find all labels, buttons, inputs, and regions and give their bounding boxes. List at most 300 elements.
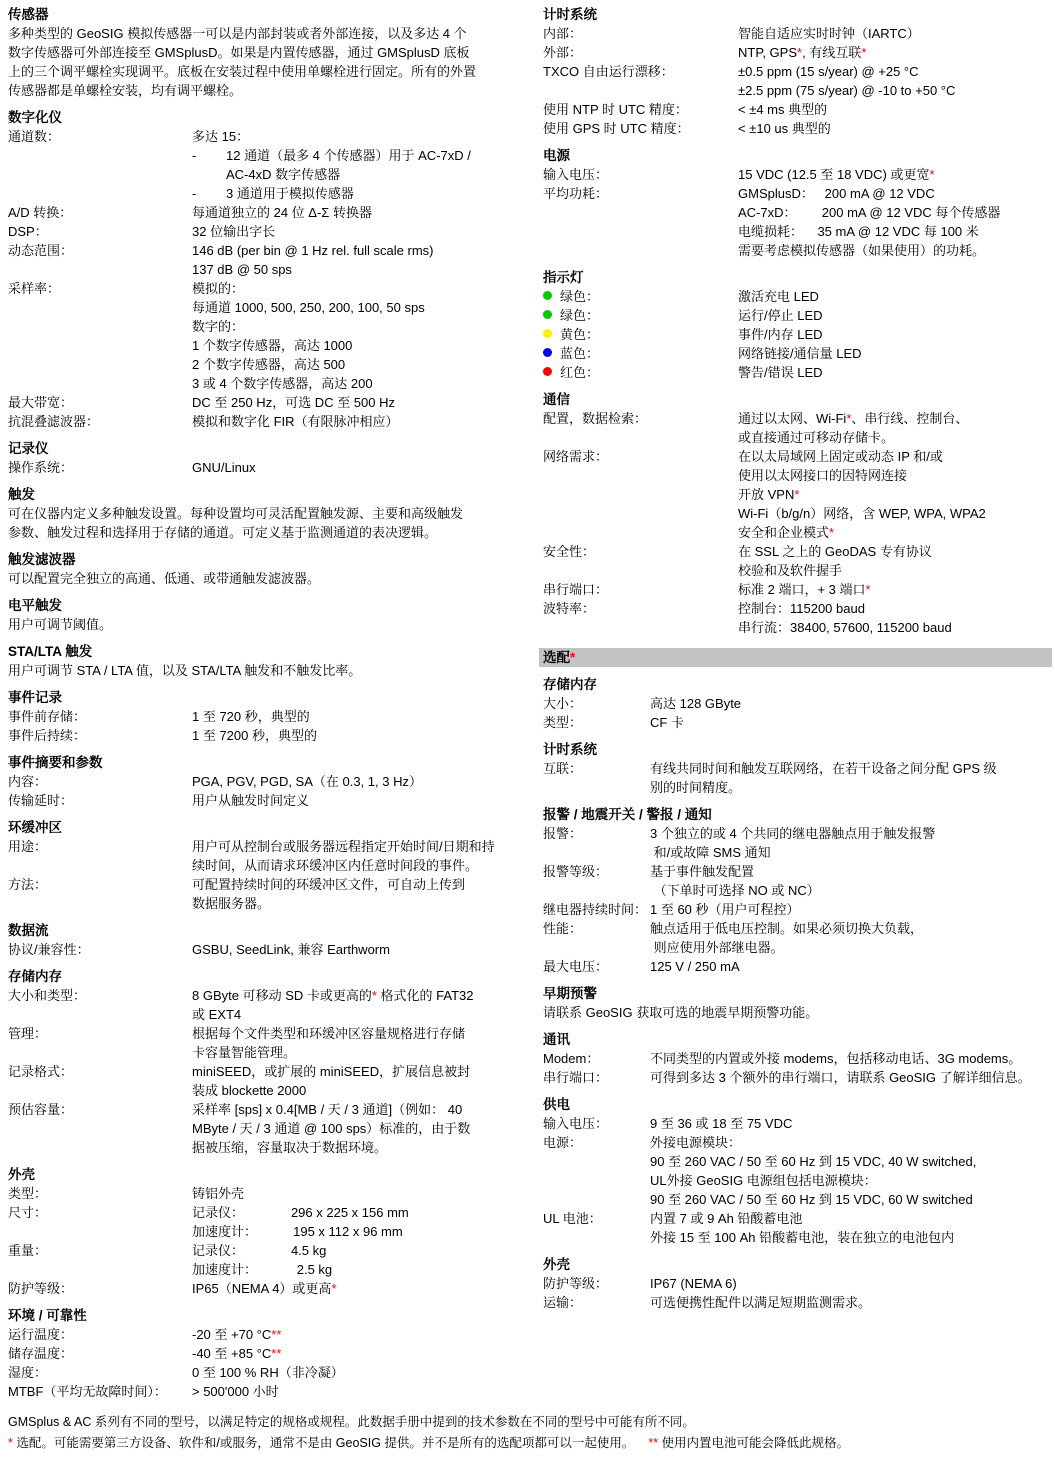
spec-label — [8, 940, 192, 959]
section-heading-timing-opt — [543, 740, 1052, 759]
section-heading-housing-left — [8, 1165, 532, 1184]
text-run: 在以太局域网上固定或动态 IP 和/或 — [738, 449, 943, 464]
spec-row — [543, 1274, 1052, 1293]
text-run: 每通道独立的 24 位 Δ-Σ 转换器 — [192, 205, 372, 220]
spec-value — [650, 1209, 1052, 1247]
spec-label — [8, 393, 192, 412]
text-run: 在 SSL 之上的 GeoDAS 专有协议 — [738, 544, 932, 559]
text-run: 性能： — [543, 921, 583, 936]
text-line — [8, 523, 532, 542]
text-run: 1 至 60 秒（用户可程控） — [650, 902, 800, 917]
text-run: 别的时间精度。 — [650, 780, 742, 795]
spec-label — [543, 759, 650, 778]
spec-row — [8, 940, 532, 959]
spec-value — [192, 1062, 532, 1100]
text-line — [650, 862, 1052, 881]
text-line — [738, 241, 1052, 260]
text-run: 通信 — [543, 392, 570, 407]
spec-value — [738, 62, 1052, 100]
spec-label — [8, 726, 192, 745]
text-run: 加速度计： 195 x 112 x 96 mm — [192, 1224, 403, 1239]
spec-value — [738, 24, 1052, 43]
text-run: 串行端口： — [543, 582, 609, 597]
text-run: 最大带宽： — [8, 395, 74, 410]
text-line — [650, 843, 1052, 862]
text-run: 请联系 GeoSIG 获取可选的地震早期预警功能。 — [543, 1005, 819, 1020]
section-heading-communication — [543, 390, 1052, 409]
spec-value — [192, 707, 532, 726]
text-line — [192, 1279, 532, 1298]
spec-value — [650, 713, 1052, 732]
spec-label — [8, 127, 192, 146]
spec-row — [543, 599, 1052, 637]
text-run: 环境 / 可靠性 — [8, 1308, 87, 1323]
text-run: （下单时可选择 NO 或 NC） — [650, 883, 820, 898]
text-run: TXCO 自由运行漂移： — [543, 64, 674, 79]
text-line — [650, 1152, 1052, 1171]
text-run: 智能自适应实时时钟（IARTC） — [738, 26, 920, 41]
text-run: 输入电压： — [543, 1116, 609, 1131]
text-run: 数字化仪 — [8, 110, 62, 125]
spec-value — [738, 43, 1052, 62]
text-line — [738, 81, 1052, 100]
text-run: 用户可调节阈值。 — [8, 617, 113, 632]
spec-label — [543, 344, 738, 363]
spec-value — [192, 1363, 532, 1382]
footnote-asterisk: * — [861, 45, 867, 60]
text-run: 激活充电 LED — [738, 289, 819, 304]
text-run: 管理： — [8, 1026, 48, 1041]
spec-value — [192, 1184, 532, 1203]
spec-label — [543, 1049, 650, 1068]
text-run: 外部： — [543, 45, 583, 60]
text-line — [192, 707, 532, 726]
spec-row — [543, 100, 1052, 119]
footnote-asterisk: * — [331, 1281, 337, 1296]
spec-row — [543, 1133, 1052, 1209]
spec-row — [543, 119, 1052, 138]
text-run: UL 电池： — [543, 1211, 602, 1226]
text-line — [192, 1344, 532, 1363]
section-heading-trigger — [8, 485, 532, 504]
spec-row — [543, 325, 1052, 344]
spec-row — [543, 1049, 1052, 1068]
text-run: 记录仪： 4.5 kg — [192, 1243, 327, 1258]
text-line — [192, 279, 532, 298]
text-run: 1 至 7200 秒，典型的 — [192, 728, 317, 743]
text-run: 137 dB @ 50 sps — [192, 262, 292, 277]
text-run: 网络链接/通信量 LED — [738, 346, 862, 361]
spec-value — [650, 1049, 1052, 1068]
spec-value — [192, 772, 532, 791]
spec-value — [192, 875, 532, 913]
text-line — [650, 1049, 1052, 1068]
footnote-asterisk: * — [846, 411, 852, 426]
section-heading-digitizer — [8, 108, 532, 127]
text-line — [192, 203, 532, 222]
spec-value — [650, 1133, 1052, 1209]
footnote-asterisk: * — [829, 525, 835, 540]
text-line — [650, 881, 1052, 900]
text-run: 或 EXT4 — [192, 1007, 242, 1022]
text-run: 12 通道（最多 4 个传感器）用于 AC-7xD / — [226, 148, 471, 163]
text-run: 或直接通过可移动存储卡。 — [738, 430, 895, 445]
text-line — [650, 1274, 1052, 1293]
spec-value — [738, 447, 1052, 542]
text-run: 125 V / 250 mA — [650, 959, 740, 974]
spec-label — [543, 957, 650, 976]
section-heading-sensor — [8, 5, 532, 24]
section-heading-trigger-filter — [8, 550, 532, 569]
section-heading-storage-memory-opt — [543, 675, 1052, 694]
text-line — [738, 561, 1052, 580]
text-run: -40 至 +85 °C — [192, 1346, 272, 1361]
text-run: 通过以太网、Wi-Fi — [738, 411, 847, 426]
text-run: 传感器都是单螺栓安装，均有调平螺栓。 — [8, 83, 243, 98]
text-run: 高达 128 GByte — [650, 696, 742, 711]
text-run: 环缓冲区 — [8, 820, 62, 835]
text-run: 根据每个文件类型和环缓冲区容量规格进行存储 — [192, 1026, 466, 1041]
spec-label — [543, 1133, 650, 1152]
led-dot-red-icon — [543, 367, 552, 376]
footnote-asterisk: * — [929, 167, 935, 182]
text-line — [650, 1228, 1052, 1247]
footnote-asterisk: * — [865, 582, 871, 597]
section-heading-sta-lta — [8, 642, 532, 661]
spec-row — [8, 393, 532, 412]
text-line — [738, 580, 1052, 599]
spec-row — [543, 542, 1052, 580]
text-run: 报警等级： — [543, 864, 609, 879]
spec-value — [738, 344, 1052, 363]
text-run: 波特率： — [543, 601, 596, 616]
spec-label — [8, 1024, 192, 1043]
text-run: 传输延时： — [8, 793, 74, 808]
text-line — [738, 599, 1052, 618]
spec-label — [8, 203, 192, 222]
text-run: 网络需求： — [543, 449, 609, 464]
spec-row — [8, 772, 532, 791]
spec-value — [738, 542, 1052, 580]
text-line — [192, 165, 532, 184]
text-run: GNU/Linux — [192, 460, 256, 475]
text-line — [192, 1081, 532, 1100]
text-run: ±0.5 ppm (15 s/year) @ +25 °C — [738, 64, 919, 79]
spec-label — [8, 772, 192, 791]
spec-value — [650, 1293, 1052, 1312]
text-line — [543, 1003, 1052, 1022]
spec-label — [543, 325, 738, 344]
text-line — [738, 409, 1052, 428]
text-run: 蓝色： — [560, 346, 600, 361]
spec-label — [8, 458, 192, 477]
spec-value — [650, 862, 1052, 900]
text-line — [738, 62, 1052, 81]
text-run: , 有线互联 — [802, 45, 862, 60]
text-line — [8, 24, 532, 43]
text-run: 动态范围： — [8, 243, 74, 258]
text-run: Wi-Fi（b/g/n）网络，含 WEP, WPA, WPA2 — [738, 506, 986, 521]
text-run: < ±4 ms 典型的 — [738, 102, 828, 117]
text-line — [8, 615, 532, 634]
text-run: 报警： — [543, 826, 583, 841]
text-run: 32 位输出字长 — [192, 224, 276, 239]
text-run: 每通道 1000, 500, 250, 200, 100, 50 sps — [192, 300, 425, 315]
text-run: 多达 15： — [192, 129, 250, 144]
spec-value — [738, 184, 1052, 260]
spec-label — [8, 875, 192, 894]
spec-value — [192, 791, 532, 810]
text-run: 计时系统 — [543, 742, 597, 757]
spec-value — [192, 1325, 532, 1344]
text-run: 事件摘要和参数 — [8, 755, 103, 770]
text-run: 采样率 [sps] x 0.4[MB / 天 / 3 通道]（例如： 40 — [192, 1102, 463, 1117]
spec-row — [8, 127, 532, 203]
text-run: 上的三个调平螺栓实现调平。底板在安装过程中使用单螺栓进行固定。所有的外置 — [8, 64, 477, 79]
led-dot-green-icon — [543, 291, 552, 300]
section-heading-ring-buffer — [8, 818, 532, 837]
spec-row — [543, 694, 1052, 713]
led-dot-blue-icon — [543, 348, 552, 357]
text-line — [738, 447, 1052, 466]
spec-row — [8, 222, 532, 241]
spec-label — [543, 24, 738, 43]
spec-row — [8, 1279, 532, 1298]
text-line — [738, 618, 1052, 637]
spec-value — [738, 599, 1052, 637]
spec-value — [192, 1344, 532, 1363]
spec-label — [8, 279, 192, 298]
text-run: 存储内存 — [543, 677, 597, 692]
text-line — [650, 1114, 1052, 1133]
text-run: 事件前存储： — [8, 709, 87, 724]
text-line — [192, 837, 532, 856]
list-dash: - — [192, 186, 197, 201]
text-run: 互联： — [543, 761, 583, 776]
spec-label — [8, 707, 192, 726]
spec-row — [8, 1100, 532, 1157]
text-line — [650, 759, 1052, 778]
spec-value — [192, 279, 532, 393]
spec-label — [543, 713, 650, 732]
led-dot-yellow-icon — [543, 329, 552, 338]
spec-row — [8, 1363, 532, 1382]
text-line — [8, 1412, 1052, 1433]
text-line — [738, 466, 1052, 485]
spec-value — [192, 203, 532, 222]
text-run: 运输： — [543, 1295, 583, 1310]
text-line — [650, 919, 1052, 938]
list-dash: - — [192, 148, 197, 163]
spec-label — [543, 62, 738, 81]
text-line — [192, 458, 532, 477]
text-line — [192, 856, 532, 875]
text-line — [192, 298, 532, 317]
led-dot-green-icon — [543, 310, 552, 319]
spec-row — [8, 1241, 532, 1279]
text-run: 可选便携性配件以满足短期监测需求。 — [650, 1295, 872, 1310]
spec-value — [738, 100, 1052, 119]
text-run: 8 GByte 可移动 SD 卡或更高的 — [192, 988, 372, 1003]
spec-label — [543, 542, 738, 561]
spec-value — [192, 940, 532, 959]
text-run: -20 至 +70 °C — [192, 1327, 272, 1342]
text-line — [650, 824, 1052, 843]
text-run: AC-4xD 数字传感器 — [226, 167, 341, 182]
text-run: 用户从触发时间定义 — [192, 793, 310, 808]
text-run: STA/LTA 触发 — [8, 644, 93, 659]
spec-row — [543, 957, 1052, 976]
text-line — [192, 374, 532, 393]
text-run: 计时系统 — [543, 7, 597, 22]
text-line — [192, 1363, 532, 1382]
section-heading-leds — [543, 268, 1052, 287]
spec-value — [650, 957, 1052, 976]
text-run: 绿色： — [560, 308, 600, 323]
text-line — [738, 203, 1052, 222]
section-heading-housing-opt — [543, 1255, 1052, 1274]
text-line — [192, 393, 532, 412]
text-line — [650, 957, 1052, 976]
text-run: 电缆损耗： 35 mA @ 12 VDC 每 100 米 — [738, 224, 979, 239]
text-run: 抗混叠滤波器： — [8, 414, 100, 429]
text-run: 2 个数字传感器，高达 500 — [192, 357, 346, 372]
text-line — [650, 713, 1052, 732]
section-heading-power — [543, 146, 1052, 165]
text-line — [192, 1119, 532, 1138]
text-run: 运行温度： — [8, 1327, 74, 1342]
text-run: 不同类型的内置或外接 modems，包括移动电话、3G modems。 — [650, 1051, 1022, 1066]
section-heading-event-summary — [8, 753, 532, 772]
text-run: 通讯 — [543, 1032, 570, 1047]
text-run: 外接电源模块： — [650, 1135, 742, 1150]
text-line — [738, 222, 1052, 241]
text-run: Modem： — [543, 1051, 600, 1066]
spec-label — [543, 824, 650, 843]
section-heading-early-warning — [543, 984, 1052, 1003]
spec-label — [8, 791, 192, 810]
text-run: IP67 (NEMA 6) — [650, 1276, 737, 1291]
text-run: 类型： — [543, 715, 583, 730]
spec-row — [8, 875, 532, 913]
spec-row — [543, 447, 1052, 542]
spec-value — [738, 287, 1052, 306]
text-run: 3 通道用于模拟传感器 — [226, 186, 354, 201]
text-line — [738, 523, 1052, 542]
text-run: 串行端口： — [543, 1070, 609, 1085]
text-run: 传感器 — [8, 7, 49, 22]
spec-row — [8, 1024, 532, 1062]
text-line — [8, 62, 532, 81]
text-line — [8, 1433, 1052, 1454]
text-run: 电源 — [543, 148, 570, 163]
text-run: 尺寸： — [8, 1205, 48, 1220]
text-run: 继电器持续时间： — [543, 902, 648, 917]
spec-row — [8, 1344, 532, 1363]
text-run: MByte / 天 / 3 通道 @ 100 sps）标准的，由于数 — [192, 1121, 471, 1136]
spec-row — [8, 1184, 532, 1203]
text-line — [192, 317, 532, 336]
spec-value — [192, 222, 532, 241]
text-run: 开放 VPN — [738, 487, 795, 502]
text-run: 指示灯 — [543, 270, 584, 285]
text-run: 使用内置电池可能会降低此规格。 — [661, 1436, 850, 1450]
text-run: GMSplusD： 200 mA @ 12 VDC — [738, 186, 935, 201]
text-run: 据被压缩，容量取决于数据环境。 — [192, 1140, 388, 1155]
text-line — [650, 1190, 1052, 1209]
spec-row — [543, 713, 1052, 732]
text-run: 触点适用于低电压控制。如果必须切换大负载， — [650, 921, 924, 936]
text-run: 记录仪： 296 x 225 x 156 mm — [192, 1205, 409, 1220]
text-run: 3 个独立的或 4 个共同的继电器触点用于触发报警 — [650, 826, 936, 841]
spec-label — [543, 1114, 650, 1133]
spec-row — [543, 919, 1052, 957]
spec-row — [8, 707, 532, 726]
spec-value — [650, 1274, 1052, 1293]
spec-label — [8, 837, 192, 856]
spec-label — [8, 241, 192, 260]
text-run: 9 至 36 或 18 至 75 VDC — [650, 1116, 793, 1131]
section-heading-comm-opt — [543, 1030, 1052, 1049]
spec-label — [8, 1184, 192, 1203]
spec-label — [543, 43, 738, 62]
spec-row — [543, 580, 1052, 599]
text-line — [192, 1184, 532, 1203]
section-heading-optional-banner — [539, 648, 1052, 667]
text-run: 可配置持续时间的环缓冲区文件，可自动上传到 — [192, 877, 466, 892]
text-line — [738, 287, 1052, 306]
text-run: 选配 — [543, 650, 570, 665]
spec-value — [192, 127, 532, 203]
text-line — [192, 1241, 532, 1260]
text-line — [192, 894, 532, 913]
footnote-asterisk: * — [794, 487, 800, 502]
spec-row — [8, 279, 532, 393]
spec-value — [192, 1279, 532, 1298]
text-line — [192, 1260, 532, 1279]
spec-label — [8, 1344, 192, 1363]
text-run: 基于事件触发配置 — [650, 864, 755, 879]
text-run: 早期预警 — [543, 986, 597, 1001]
text-line — [650, 1133, 1052, 1152]
text-line — [738, 119, 1052, 138]
text-run: 可在仪器内定义多种触发设置。每种设置均可灵活配置触发源、主要和高级触发 — [8, 506, 464, 521]
text-run: 需要考虑模拟传感器（如果使用）的功耗。 — [738, 243, 986, 258]
text-run: 方法： — [8, 877, 48, 892]
text-line — [650, 900, 1052, 919]
spec-row — [8, 791, 532, 810]
spec-value — [650, 694, 1052, 713]
text-run: 电平触发 — [8, 598, 62, 613]
spec-row — [8, 726, 532, 745]
section-heading-power-opt — [543, 1095, 1052, 1114]
text-line — [8, 661, 532, 680]
spec-row — [543, 43, 1052, 62]
text-run: PGA, PGV, PGD, SA（在 0.3, 1, 3 Hz） — [192, 774, 422, 789]
text-line — [650, 1293, 1052, 1312]
text-run: 串行流：38400, 57600, 115200 baud — [738, 620, 952, 635]
text-line — [192, 336, 532, 355]
text-line — [192, 412, 532, 431]
spec-row — [543, 1068, 1052, 1087]
section-heading-storage-memory-left — [8, 967, 532, 986]
spec-label — [8, 1363, 192, 1382]
text-run: < ±10 us 典型的 — [738, 121, 831, 136]
footnote-asterisk: * — [371, 988, 377, 1003]
footer-notes — [8, 1412, 1052, 1454]
text-run: 记录仪 — [8, 441, 49, 456]
text-run: 模拟和数字化 FIR（有限脉冲相应） — [192, 414, 399, 429]
